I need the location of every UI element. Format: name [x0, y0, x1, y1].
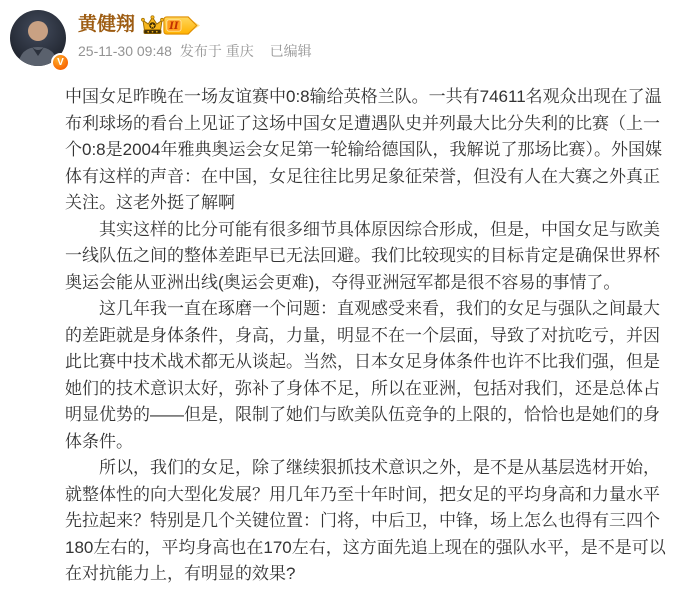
edited-label: 已编辑	[269, 43, 312, 59]
post-text	[65, 84, 672, 588]
post-source: 发布于 重庆	[179, 43, 254, 59]
verified-glyph: V	[57, 56, 64, 68]
vip-level-badge	[163, 16, 201, 35]
post-meta-row	[78, 43, 312, 59]
vip-level-text: II	[169, 20, 179, 32]
verified-badge-icon	[51, 53, 70, 72]
avatar[interactable]	[10, 10, 66, 66]
post-paragraph: 其实这样的比分可能有很多细节具体原因综合形成，但是，中国女足与欧美一线队伍之间的整体差距早已无法回避。我们比较现实的目标肯定是确保世界杯奥运会能从亚洲出线(奥运会更难)，夺得亚洲冠军都是很不容易的事情了。	[65, 219, 660, 292]
header-meta	[78, 13, 312, 59]
post-header	[0, 0, 692, 66]
post-timestamp: 25-11-30 09:48	[78, 43, 172, 59]
post-paragraph: 这几年我一直在琢磨一个问题：直观感受来看，我们的女足与强队之间最大的差距就是身体条件，身高，力量，明显不在一个层面，导致了对抗吃亏，并因此比赛中技术战术都无从谈起。当然，日本女足身体条件也许不比我们强，但是她们的技术意识太好，弥补了身体不足，所以在亚洲，包括对我们，还是总体占明显优势的——但是，限制了她们与欧美队伍竞争的上限的，恰恰也是她们的身体条件。	[65, 299, 660, 451]
post-paragraph: 中国女足昨晚在一场友谊赛中0:8输给英格兰队。一共有74611名观众出现在了温布利球场的看台上见证了这场中国女足遭遇队史并列最大比分失利的比赛（上一个0:8是2004年雅典奥运会女足第一轮输给德国队，我解说了那场比赛）。外国媒体有这样的声音：在中国，女足往往比男足象征荣誉，但没有人在大赛之外真正关注。这老外挺了解啊	[65, 87, 662, 212]
post-paragraph: 所以，我们的女足，除了继续狠抓技术意识之外，是不是从基层选材开始，就整体性的向大型化发展？用几年乃至十年时间，把女足的平均身高和力量水平先拉起来？特别是几个关键位置：门将，中后卫，中锋，场上怎么也得有三四个180左右的，平均身高也在170左右，这方面先追上现在的强队水平，是不是可以在对抗能力上，有明显的效果?	[65, 458, 666, 583]
username-link[interactable]: 黄健翔	[78, 14, 136, 35]
vip-crown-icon	[141, 15, 164, 36]
